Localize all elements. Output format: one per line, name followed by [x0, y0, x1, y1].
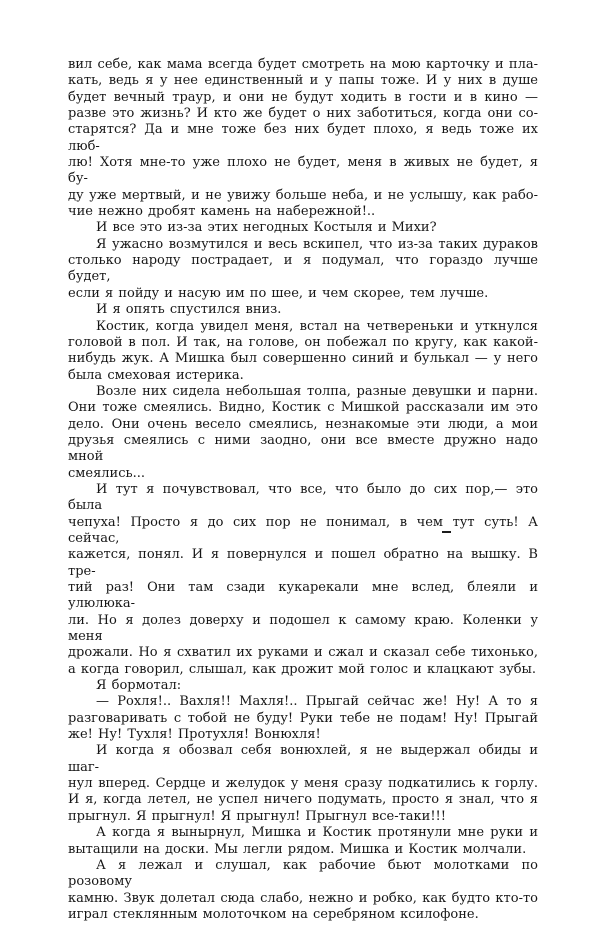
paragraph: [68, 678, 538, 694]
text-line: ду уже мертвый, и не увижу больше неба, и не услышу, как рабо-: [68, 187, 538, 203]
paragraph: [68, 482, 538, 678]
paragraph: [68, 220, 538, 236]
text-line: кажется, понял. И я повернулся и пошел обратно на вышку. В тре-: [68, 547, 538, 579]
text-line: будет вечный траур, и они не будут ходить в гости и в кино —: [68, 89, 538, 105]
text-line: дело. Они очень весело смеялись, незнакомые эти люди, а мои: [68, 416, 538, 432]
text-line: ли. Но я долез доверху и подошел к самому краю. Коленки у меня: [68, 612, 538, 645]
text-line: была смеховая истерика.: [68, 367, 244, 383]
text-line: чие нежно дробят камень на набережной!..: [68, 204, 376, 220]
paragraph: [68, 319, 538, 384]
paragraph: [68, 694, 538, 743]
text-line: вил себе, как мама всегда будет смотреть на мою карточку и пла-: [68, 57, 538, 72]
text-line: И все это из-за этих негодных Костыля и Михи?: [96, 220, 437, 236]
text-line: головой в пол. И так, на голове, он побежал по кругу, как какой-: [68, 334, 538, 350]
page-text: [68, 57, 538, 923]
text-line: играл стеклянным молоточком на серебряном ксилофоне.: [68, 906, 479, 922]
text-line: А когда я вынырнул, Мишка и Костик протянули мне руки и: [96, 825, 538, 841]
text-line: И тут я почувствовал, что все, что было до сих пор,— это была: [68, 481, 538, 514]
text-line: тий раз! Они там сзади кукарекали мне вслед, блеяли и улюлюка-: [68, 580, 538, 612]
text-line: нибудь жук. А Мишка был совершенно синий и булькал — у него: [68, 351, 538, 367]
text-line: дрожали. Но я схватил их руками и сжал и сказал себе тихонько,: [68, 645, 538, 661]
text-line: камню. Звук долетал сюда слабо, нежно и робко, как будто кто-то: [68, 890, 538, 906]
text-line: Я ужасно возмутился и весь вскипел, что из-за таких дураков: [96, 236, 538, 252]
text-line: разве это жизнь? И кто же будет о них заботиться, когда они со-: [68, 106, 538, 122]
paragraph: [68, 237, 538, 302]
paragraph: [68, 384, 538, 482]
text-line: столько народу пострадает, и я подумал, что гораздо лучше будет,: [68, 253, 538, 285]
text-line: друзья смеялись с ними заодно, они все вместе дружно надо мной: [68, 432, 538, 465]
text-line: И я, когда летел, не успел ничего подумать, просто я знал, что я: [68, 792, 538, 808]
text-line: Возле них сидела небольшая толпа, разные девушки и парни.: [96, 383, 538, 399]
paragraph: [68, 57, 538, 220]
text-line: прыгнул. Я прыгнул! Я прыгнул! Прыгнул все-таки!!!: [68, 808, 446, 824]
text-line: нул вперед. Сердце и желудок у меня сразу подкатились к горлу.: [68, 776, 538, 792]
text-line: вытащили на доски. Мы легли рядом. Мишка и Костик молчали.: [68, 841, 527, 857]
text-line: кать, ведь я у нее единственный и у папы тоже. И у них в душе: [68, 73, 538, 89]
text-line: Они тоже смеялись. Видно, Костик с Мишкой рассказали им это: [68, 400, 538, 416]
text-line: же! Ну! Тухля! Протухля! Вонюхля!: [68, 727, 321, 743]
text-line: Я бормотал:: [96, 678, 182, 694]
print-artifact-underline: [442, 531, 451, 533]
paragraph: [68, 858, 538, 923]
text-line: Костик, когда увидел меня, встал на четвереньки и уткнулся: [96, 318, 538, 334]
paragraph: [68, 302, 538, 318]
text-line: — Рохля!.. Вахля!! Махля!.. Прыгай сейчас же! Ну! А то я: [96, 694, 538, 710]
text-line: чепуха! Просто я до сих пор не понимал, в чем тут суть! А сейчас,: [68, 514, 538, 546]
text-line: лю! Хотя мне-то уже плохо не будет, меня в живых не будет, я бу-: [68, 155, 538, 187]
text-line: а когда говорил, слышал, как дрожит мой голос и клацкают зубы.: [68, 661, 537, 677]
paragraph: [68, 743, 538, 825]
text-line: А я лежал и слушал, как рабочие бьют молотками по розовому: [68, 857, 538, 890]
text-line: И я опять спустился вниз.: [96, 302, 282, 318]
text-line: если я пойду и насую им по шее, и чем скорее, тем лучше.: [68, 285, 489, 301]
text-line: смеялись...: [68, 465, 145, 481]
paragraph: [68, 825, 538, 858]
text-line: И когда я обозвал себя вонюхлей, я не выдержал обиды и шаг-: [68, 743, 538, 775]
text-line: разговаривать с тобой не буду! Руки тебе не подам! Ну! Прыгай: [68, 710, 538, 726]
text-line: старятся? Да и мне тоже без них будет плохо, я ведь тоже их люб-: [68, 122, 538, 154]
